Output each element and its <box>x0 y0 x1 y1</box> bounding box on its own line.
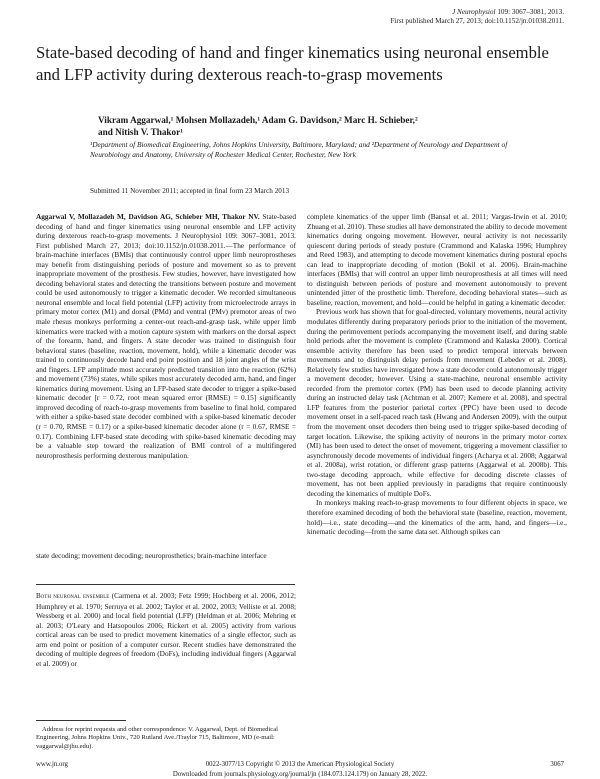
journal-website: www.jn.org <box>36 761 68 768</box>
download-notice: Downloaded from journals.physiology.org/journal/jn (184.073.124.179) on January 28, 2022. <box>172 771 428 778</box>
footnote-divider <box>36 720 126 721</box>
paragraph: Previous work has shown that for goal-directed, voluntary movements, neural activity modulates differently during preparatory periods prior to the initiation of the movement, during the perimovement periods accompanying the movement itself, and during stable hold periods after the movement is complete (Crammond and Kalaska 2000). Cortical ensemble activity therefore has been used to predict temporal intervals between movements and to distinguish delay periods from movement (Lebedev et al. 2008). Relatively few studies have investigated how a state decoder could autonomously trigger a movement decoder, however. Using a state-machine, neuronal ensemble activity recorded from the premotor cortex (PM) has been used to decode planning activity during an instructed delay task (Achtman et al. 2007; Kemere et al. 2008), and spectral LFP features from the posterior parietal cortex (PPC) have been used to decode movement onset in a self-paced reach task (Hwang and Andersen 2009), with the output from the movement onset decoders then being used to trigger spike-based decoding of target location. Likewise, the spiking activity of neurons in the primary motor cortex (MI) has been used to detect the onset of movement, triggering a movement classifier to asynchronously decode movements of individual fingers (Acharya et al. 2008; Aggarwal et al. 2008a), wrist rotation, or different grasp patterns (Aggarwal et al. 2008b). This two-stage decoding approach, while effective for decoding discrete classes of movement, has not been applied previously in paradigms that require continuously decoding the kinematics of multiple DoFs. <box>307 307 567 498</box>
copyright-line: 0022-3077/13 Copyright © 2013 the American Physiological Society <box>205 761 395 768</box>
abstract-citation-lead: Aggarwal V, Mollazadeh M, Davidson AG, Schieber MH, Thakor NV. <box>36 212 260 221</box>
right-column <box>307 212 567 537</box>
section-divider <box>36 584 295 585</box>
journal-name: J Neurophysiol <box>452 8 496 16</box>
authors-line-1: Vikram Aggarwal,¹ Mohsen Mollazadeh,¹ Adam G. Davidson,² Marc H. Schieber,² <box>98 115 418 125</box>
introduction-start <box>36 591 296 668</box>
affiliations: ¹Department of Biomedical Engineering, Johns Hopkins University, Baltimore, Maryland; and ²Department of Neurology and Department of Neurobiology and Anatomy, University of Rochester Medical Center, Rochester, New York <box>90 140 508 159</box>
abstract-body: State-based decoding of hand and finger kinematics using neuronal ensemble and LFP activity during dexterous reach-to-grasp movements. J Neurophysiol 109: 3067–3081, 2013. First published March 27, 2013; doi:10.1152/jn.01038.2011.—The performance of brain-machine interfaces (BMIs) that continuously control upper limb neuroprostheses may benefit from distinguishing periods of posture and movement so as to prevent inappropriate movement of the prosthesis. Few studies, however, have investigated how decoding behavioral states and detecting the transitions between posture and movement could be used autonomously to trigger a kinematic decoder. We recorded simultaneous neuronal ensemble and local field potential (LFP) activity from microelectrode arrays in primary motor cortex (M1) and dorsal (PMd) and ventral (PMv) premotor areas of two male rhesus monkeys performing a center-out reach-and-grasp task, while upper limb kinematics were tracked with a motion capture system with markers on the dorsal aspect of the forearm, hand, and fingers. A state decoder was trained to distinguish four behavioral states (baseline, reaction, movement, hold), while a kinematic decoder was trained to continuously decode hand end point position and 18 joint angles of the wrist and fingers. LFP amplitude most accurately predicted transition into the reaction (62%) and movement (73%) states, while spikes most accurately decoded arm, hand, and finger kinematics during movement. Using an LFP-based state decoder to trigger a spike-based kinematic decoder [r = 0.72, root mean squared error (RMSE) = 0.15] significantly improved decoding of reach-to-grasp movements from baseline to final hold, compared with either a spike-based state decoder combined with a spike-based kinematic decoder (r = 0.70, RMSE = 0.17) or a spike-based kinematic decoder alone (r = 0.67, RMSE = 0.17). Combining LFP-based state decoding with spike-based kinematic decoding may be a valuable step toward the realization of BMI control of a multifingered neuroprosthesis performing dexterous manipulation. <box>36 212 297 460</box>
author-list <box>98 114 418 138</box>
correspondence-footnote: Address for reprint requests and other correspondence: V. Aggarwal, Dept. of Biomedical Engineering, Johns Hopkins Univ., 720 Rutland Ave./Traylor 715, Baltimore, MD (e-mail: vaggarwal@jhu.edu). <box>36 726 278 750</box>
submission-dates: Submitted 11 November 2011; accepted in final form 23 March 2013 <box>90 187 290 195</box>
keywords: state decoding; movement decoding; neuroprosthetics; brain-machine interface <box>36 551 267 560</box>
paragraph: In monkeys making reach-to-grasp movements to four different objects in space, we therefore examined decoding of both the behavioral state (baseline, reaction, movement, hold)—i.e., state decoding—and the kinematics of the arm, hand, and fingers—i.e., kinematic decoding—from the same data set. Although spikes can <box>307 498 567 537</box>
authors-line-2: and Nitish V. Thakor¹ <box>98 127 183 137</box>
running-header <box>390 8 564 26</box>
abstract <box>36 212 296 460</box>
first-published: First published March 27, 2013; doi:10.1152/jn.01038.2011. <box>390 17 564 25</box>
intro-body: (Carmena et al. 2003; Fetz 1999; Hochberg et al. 2006, 2012; Humphrey et al. 1970; Serruya et al. 2002; Taylor et al. 2002, 2003; Velliste et al. 2008; Wessberg et al. 2000) and local field potential (LFP) (Heldman et al. 2006; Mehring et al. 2003; O'Leary and Hatsopoulos 2006; Rickert et al. 2005) activity from various cortical areas can be used to predict movement kinematics of a single effector, such as arm end point or position of a computer cursor. Recent studies have demonstrated the decoding of multiple degrees of freedom (DoFs), including individual fingers (Aggarwal et al. 2009) or <box>36 591 296 668</box>
citation: 109: 3067–3081, 2013. <box>497 8 564 16</box>
intro-lead: Both neuronal ensemble <box>36 592 110 600</box>
paragraph: complete kinematics of the upper limb (Bansal et al. 2011; Vargas-Irwin et al. 2010; Zhuang et al. 2010). These studies all have demonstrated the ability to decode movement kinematics during ongoing movement. However, neural activity is not necessarily quiescent during periods of steady posture (Crammond and Kalaska 1996; Humphrey and Reed 1983), and attempting to decode movement kinematics during postural epochs can lead to inappropriate decoding of motion (Bokil et al. 2006). Brain-machine interfaces (BMIs) that will control an upper limb neuroprosthesis at all times will need to distinguish between periods of posture and movement autonomously to prevent unintended jitter of the prosthetic limb. Therefore, decoding behavioral states—such as baseline, reaction, movement, and hold—could be helpful in gating a kinematic decoder. <box>307 212 567 307</box>
paper-title: State-based decoding of hand and finger kinematics using neuronal ensemble and LFP activity during dexterous reach-to-grasp movements <box>36 43 549 84</box>
page-number: 3067 <box>550 761 564 768</box>
